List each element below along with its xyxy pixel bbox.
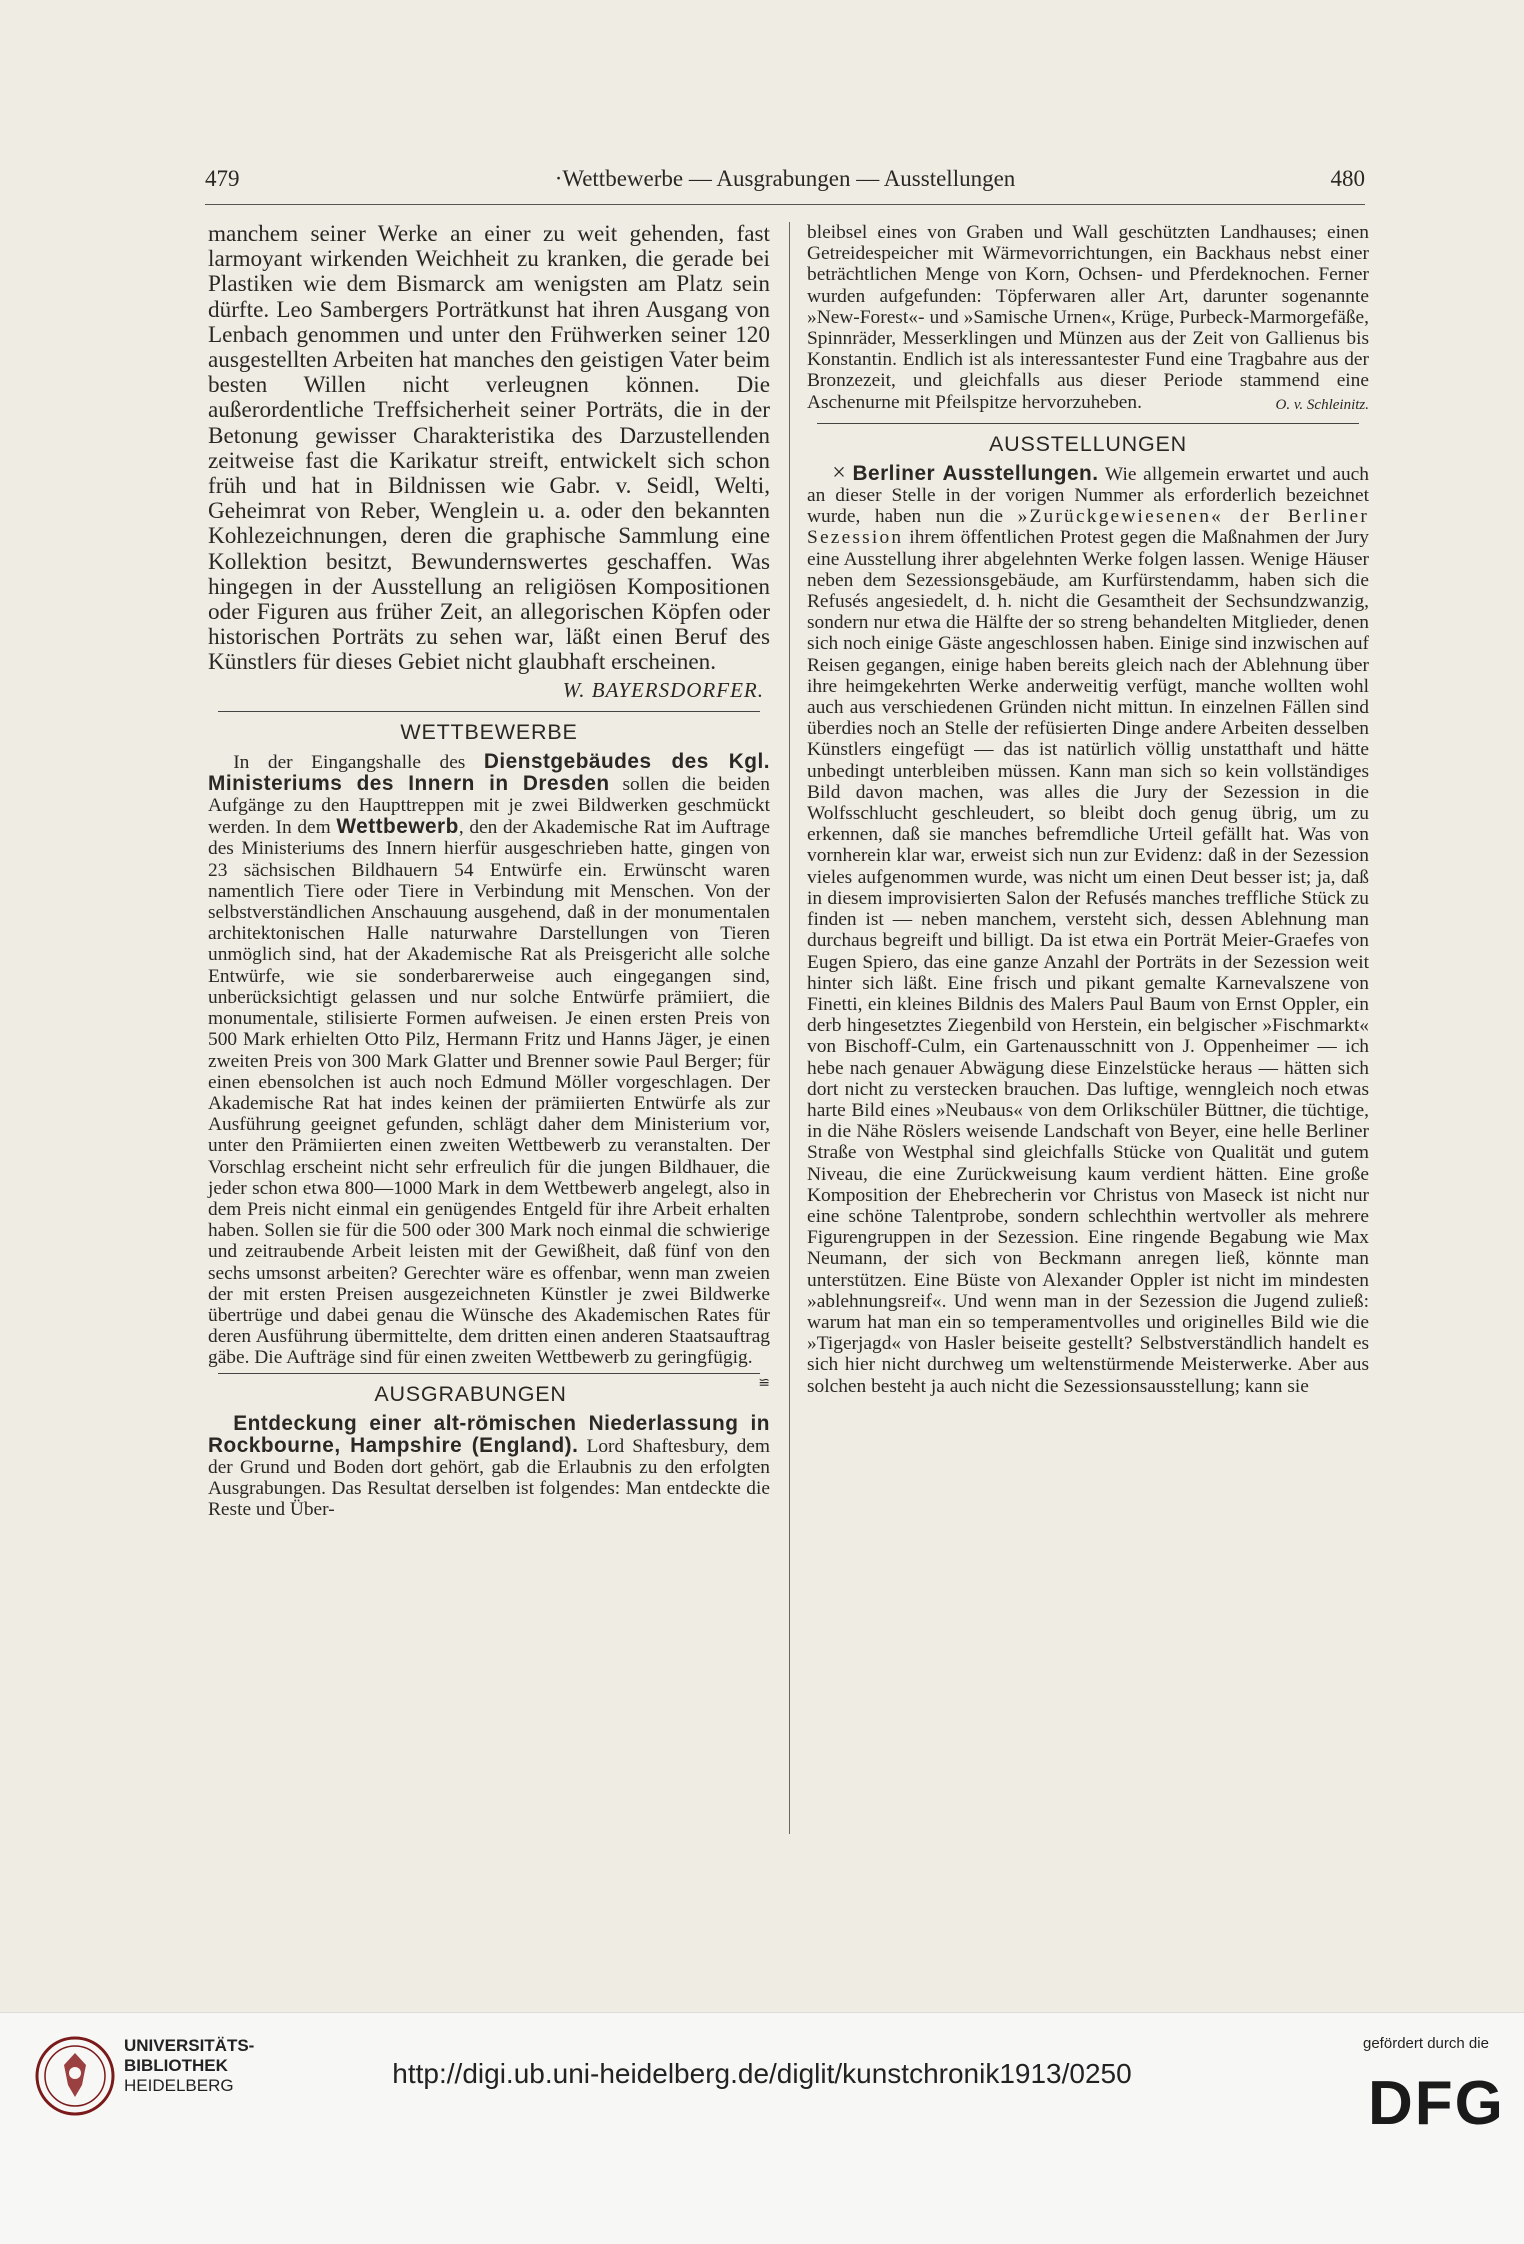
right-column bbox=[807, 222, 1369, 1397]
library-line: BIBLIOTHEK bbox=[124, 2056, 228, 2075]
author-signature: O. v. Schleinitz. bbox=[1275, 396, 1369, 413]
column-divider bbox=[789, 222, 790, 1834]
section-rule bbox=[817, 423, 1359, 424]
header-rule bbox=[205, 204, 1365, 205]
text-run: Lord Shaftesbury, dem der Grund und Boden dort gehört, gab die Erlaubnis zu den erfolgten Ausgrabungen. Das Resultat derselben ist folgendes: Man entdeckte die Reste und Über- bbox=[208, 1435, 770, 1521]
spaced-text: »Zurückgewiesenen« der Berliner Sezession bbox=[807, 506, 1369, 549]
text-run: ihrem öffentlichen Protest gegen die Maßnahmen der Jury eine Ausstellung ihrer abgelehnten Werke folgen lassen. Wenige Häuser neben dem Sezessionsgebäude, am Kurfürstendamm, haben sich die Refusés angesiedelt, d. h. nicht die Gesamtheit der Sechsundzwanzig, sondern nur etwa die Hälfte der so streng behandelten Mitglieder, denen sich noch einige Gäste angeschlossen haben. Einige sind inzwischen auf Reisen gegangen, einige haben bereits gleich nach der Ablehnung über ihre heimgekehrten Werke anderweitig verfügt, manche wollten wohl auch aus verschiedenen Gründen nicht mittun. In einzelnen Fällen sind überdies noch an Stelle der refüsierten Dinge andere Arbeiten desselben Künstlers eingefügt — das ist natürlich völlig unstatthaft und hätte unbedingt unterbleiben müssen. Kann man sich so kein vollständiges Bild davon machen, was alles die Jury der Sezession in die Wolfsschlucht geschleudert, so bleibt doch genug übrig, um zu erkennen, daß sie manches befremdliche Urteil gefällt hat. Was von vornherein klar war, erweist sich nun zur Evidenz: daß in der Sezession vieles aufgenommen wurde, was nicht um einen Deut besser ist; ja, daß in diesem improvisierten Salon der Refusés manches treffliche Stück zu finden ist — neben manchem, versteht sich, dessen Ablehnung man durchaus begreift und billigt. Da ist etwa ein Porträt Meier-Graefes von Eugen Spiero, das eine ganze Anzahl der Porträts in der Sezession weit hinter sich läßt. Eine frisch und pikant gemalte Karnevalszene von Finetti, ein kleines Bildnis des Malers Paul Baum von Ernst Oppler, ein derb hingesetztes Ziegenbild von Herstein, ein belgischer »Fischmarkt« von Bischoff-Culm, ein Gartenausschnitt von J. Oppenheimer — ich hebe nach genauer Abwägung diese Einzelstücke heraus — hätten sich dort nicht zu verstecken brauchen. Das luftige, wenngleich noch etwas harte Bild eines »Neubaus« von dem Orlikschüler Büttner, die tüchtige, in die Nähe Röslers weisende Landschaft von Beyer, eine helle Berliner Straße von Westphal sind gleichfalls Stücke von Qualität und gutem Niveau, die eine Zurückweisung kaum verdient hätten. Eine große Komposition der Ehebrecherin vor Christus von Maseck ist nicht nur eine schöne Talentprobe, sondern schlechthin wertvoller als mehrere Figurengruppen in der Sezession. Eine ringende Begabung wie Max Neumann, der sich von Beckmann anregen ließ, könnte man unterstützen. Eine Büste von Alexander Oppler ist nicht im mindesten »ablehnungsreif«. Und wenn man in der Sezession die Jugend zuließ: warum hat man ein so temperamentvolles und originelles Bild wie die »Tigerjagd« von Hasler beiseite gestellt? Selbstverständlich handelt es sich hier nicht durchweg um weltenstürmende Meisterwerke. Aber aus solchen besteht ja auch nicht die Sezessionsausstellung; kann sie bbox=[807, 527, 1369, 1397]
running-header bbox=[205, 166, 1365, 200]
cross-mark: × bbox=[832, 459, 846, 486]
section-rule bbox=[218, 1373, 760, 1374]
end-mark: ≌ bbox=[758, 1375, 770, 1391]
ausgrabungen-continuation bbox=[807, 222, 1369, 413]
text-run: Wie allgemein erwartet und auch an dieser Stelle in der vorigen Nummer als erforderlich bezeichnet wurde, haben nun die bbox=[807, 463, 1369, 528]
page-number-right: 480 bbox=[1330, 166, 1365, 191]
section-title-wettbewerbe: WETTBEWERBE bbox=[400, 719, 578, 744]
article-continuation: manchem seiner Werke an einer zu weit gehenden, fast larmoyant wirkenden Weichheit zu kranken, die gerade bei Plastiken wie dem Bismarck am wenigsten am Platz sein dürfte. Leo Sambergers Porträtkunst hat ihren Ausgang von Lenbach genommen und unter den Frühwerken seiner 120 ausgestellten Arbeiten hat manches den geistigen Vater beim besten Willen nicht verleugnen können. Die außerordentliche Treffsicherheit seiner Porträts, die in der Betonung gewisser Charakteristika des Darzustellenden zeitweise fast die Karikatur streift, entwickelt sich schon früh und hat in Bildnissen wie Gabr. v. Seidl, Welti, Geheimrat von Reber, Wenglein u. a. oder den bekannten Kohlezeichnungen, deren die graphische Sammlung eine Kollektion besitzt, Bewundernswertes geschaffen. Was hingegen in der Ausstellung an religiösen Kompositionen oder Figuren aus früher Zeit, an allegorischen Köpfen oder historischen Porträts zu sehen war, läßt einen Beruf des Künstlers für dieses Gebiet nicht glaubhaft erscheinen. bbox=[208, 221, 770, 676]
library-line: HEIDELBERG bbox=[124, 2076, 234, 2095]
bold-lead: Dienstgebäudes des Kgl. Ministeriums des Innern in Dresden bbox=[208, 749, 771, 795]
section-rule bbox=[218, 711, 760, 712]
bold-lead: Berliner Ausstellungen. bbox=[852, 461, 1099, 485]
text-run: bleibsel eines von Graben und Wall geschützten Landhauses; einen Getreidespeicher mit Wärmevorrichtungen, ein Backhaus nebst einer beträchtlichen Menge von Korn, Ochsen- und Pferdeknochen. Ferner wurden aufgefunden: Töpferwaren aller Art, darunter sogenannte »New-Forest«- und »Samische Urnen«, Krüge, Purbeck-Marmorgefäße, Spinnräder, Messerklingen und Münzen aus der Zeit von Gallienus bis Konstantin. Endlich ist als interessantester Fund eine Tragbahre aus der Bronzezeit, und gleichfalls aus dieser Periode stammend eine Aschenurne mit Pfeilspitze hervorzuheben. bbox=[807, 222, 1369, 413]
funding-caption: gefördert durch die bbox=[1363, 2035, 1489, 2052]
section-title-ausstellungen: AUSSTELLUNGEN bbox=[989, 431, 1187, 456]
text-run: , den der Akademische Rat im Auftrage des Ministeriums des Innern hierfür ausgeschrieben hatte, gingen von 23 sächsischen Bildhauern 54 Entwürfe ein. Erwünscht waren namentlich Tiere oder Tiere in Verbindung mit Menschen. Von der selbstverständlichen Anschauung ausgehend, daß in der monumentalen architektonischen Halle naturwahre Darstellungen von Tieren unmöglich sind, hat der Akademische Rat als Preisgericht alle solche Entwürfe, wie sie sonderbarerweise auch eingegangen sind, unberücksichtigt gelassen und nur solche Entwürfe prämiiert, die monumentale, stilisierte Formen aufweisen. Je einen ersten Preis von 500 Mark erhielten Otto Pilz, Hermann Fritz und Hanns Jäger, je einen zweiten Preis von 300 Mark Glatter und Brenner sowie Paul Berger; für einen ebensolchen ist auch noch Edmund Möller vorgeschlagen. Der Akademische Rat hat indes keinen der prämiierten Entwürfe als zur Ausführung geeignet gefunden, schlägt daher dem Ministerium vor, unter den Prämiierten einen zweiten Wettbewerb zu veranstalten. Der Vorschlag erscheint nicht sehr erfreulich für die jungen Bildhauer, die jeder schon etwa 800—1000 Mark in dem Wettbewerb angelegt, also in dem Preis nicht einmal ein genügendes Entgeld für ihre Arbeit erhalten haben. Sollen sie für die 500 oder 300 Mark noch einmal die schwierige und zeitraubende Arbeit leisten mit der Gewißheit, daß fünf von den sechs umsonst arbeiten? Gerechter wäre es offenbar, wenn man zweien der mit ersten Preisen ausgezeichneten Künstler je zwei Bildwerke übertrüge und dabei genau die Wünsche des Akademischen Rates für deren Ausführung übermittelte, dem dritten einen anderen Staatsauftrag gäbe. Die Aufträge sind für einen zweiten Wettbewerb zu geringfügig. bbox=[208, 817, 770, 1369]
left-column bbox=[208, 222, 770, 1521]
dfg-logo-text: DFG bbox=[1368, 2070, 1505, 2132]
ausgrabungen-paragraph bbox=[208, 1413, 770, 1521]
text-run: In der Eingangshalle des bbox=[233, 751, 484, 773]
library-line: UNIVERSITÄTS- bbox=[124, 2036, 255, 2055]
source-url-link[interactable]: http://digi.ub.uni-heidelberg.de/diglit/kunstchronik1913/0250 bbox=[392, 2058, 1132, 2089]
bold-lead: Entdeckung einer alt-römischen Niederlassung in Rockbourne, Hampshire (England). bbox=[208, 1411, 770, 1457]
wettbewerbe-paragraph bbox=[208, 749, 771, 1391]
ausstellungen-paragraph bbox=[807, 459, 1369, 1397]
bold-term: Wettbewerb bbox=[336, 815, 459, 839]
text-run: sollen die beiden Aufgänge zu den Haupttreppen mit je zwei Bildwerken geschmückt werden. In dem bbox=[208, 773, 770, 839]
author-signature: W. BAYERSDORFER. bbox=[562, 677, 764, 702]
running-title: ·Wettbewerbe — Ausgrabungen — Ausstellungen bbox=[554, 166, 1016, 191]
page-number-left: 479 bbox=[205, 166, 240, 191]
dfg-logo bbox=[1368, 2070, 1508, 2132]
section-title-ausgrabungen: AUSGRABUNGEN bbox=[374, 1381, 567, 1406]
